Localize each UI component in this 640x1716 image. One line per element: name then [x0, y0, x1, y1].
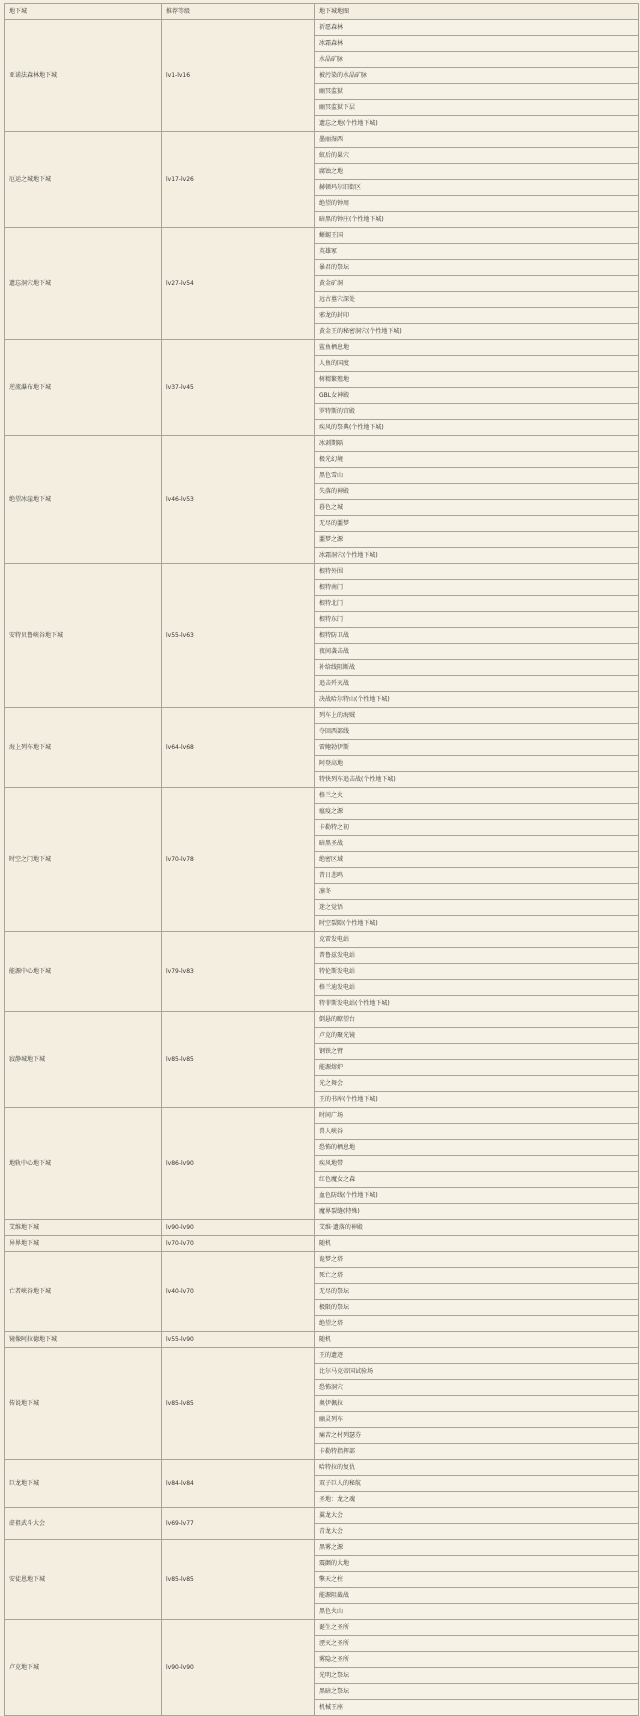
dungeon-map-cell: 暗黑圣战: [315, 836, 639, 852]
table-row: [5, 132, 639, 148]
dungeon-map-cell: 赫顿玛尔旧街区: [315, 180, 639, 196]
dungeon-map-cell: 能源阻截战: [315, 1588, 639, 1604]
table-row: [5, 1220, 639, 1236]
level-range-cell: lv70-lv78: [162, 788, 315, 932]
dungeon-map-cell: 黑暗之祭坛: [315, 1684, 639, 1700]
dungeon-map-cell: 黑雾之源: [315, 1540, 639, 1556]
dungeon-map-cell: 普鲁兹发电站: [315, 948, 639, 964]
level-range-cell: lv85-lv85: [162, 1012, 315, 1108]
dungeon-area-cell: 寂静城地下城: [5, 1012, 162, 1108]
level-range-cell: lv85-lv85: [162, 1348, 315, 1460]
dungeon-map-cell: 冰霜洞穴(个性地下城): [315, 548, 639, 564]
dungeon-area-cell: 虚祖武斗大会: [5, 1508, 162, 1540]
dungeon-map-cell: 特快列车追击战(个性地下城): [315, 772, 639, 788]
dungeon-map-cell: 随机: [315, 1236, 639, 1252]
dungeon-map-cell: 魔界裂缝(特殊): [315, 1204, 639, 1220]
table-row: [5, 1620, 639, 1636]
dungeon-map-cell: 双子巨人的秘航: [315, 1476, 639, 1492]
dungeon-area-cell: 镜像阿拉德地下城: [5, 1332, 162, 1348]
dungeon-map-cell: 蜥蜴王国: [315, 228, 639, 244]
dungeon-map-cell: 无尽的祭坛: [315, 1284, 639, 1300]
dungeon-area-cell: 亚诺法森林地下城: [5, 20, 162, 132]
dungeon-map-cell: 根特防卫战: [315, 628, 639, 644]
dungeon-map-cell: 雾隐之圣所: [315, 1652, 639, 1668]
header-dungeon: 地下城: [5, 4, 162, 20]
dungeon-map-cell: 卡勒特指挥部: [315, 1444, 639, 1460]
dungeon-map-cell: 罗特斯的宫殿: [315, 404, 639, 420]
dungeon-map-cell: 奥伊佩拉: [315, 1396, 639, 1412]
level-range-cell: lv69-lv77: [162, 1508, 315, 1540]
dungeon-map-cell: 克雷发电站: [315, 932, 639, 948]
dungeon-map-cell: 被污染的水晶矿脉: [315, 68, 639, 84]
dungeon-map-cell: 阿登高地: [315, 756, 639, 772]
dungeon-map-cell: 机械王座: [315, 1700, 639, 1716]
dungeon-map-cell: 极限的祭坛: [315, 1300, 639, 1316]
dungeon-area-cell: 海上列车地下城: [5, 708, 162, 788]
dungeon-map-cell: 鲨鱼栖息地: [315, 340, 639, 356]
dungeon-map-cell: 卢克的聚光镜: [315, 1028, 639, 1044]
level-range-cell: lv86-lv90: [162, 1108, 315, 1220]
dungeon-map-cell: 血色防线(个性地下城): [315, 1188, 639, 1204]
dungeon-map-cell: 补给线阻断战: [315, 660, 639, 676]
dungeon-map-cell: 疾风的祭典(个性地下城): [315, 420, 639, 436]
dungeon-map-cell: 幽灵列车: [315, 1412, 639, 1428]
level-range-cell: lv55-lv63: [162, 564, 315, 708]
dungeon-area-cell: 地轨中心地下城: [5, 1108, 162, 1220]
table-row: [5, 1348, 639, 1364]
level-range-cell: lv1-lv16: [162, 20, 315, 132]
dungeon-map-cell: 恐怖洞穴: [315, 1380, 639, 1396]
table-row: [5, 1460, 639, 1476]
dungeon-area-cell: 安特贝鲁峡谷地下城: [5, 564, 162, 708]
dungeon-map-cell: 哈特拉的复仇: [315, 1460, 639, 1476]
dungeon-map-cell: 蚁后的巢穴: [315, 148, 639, 164]
level-range-cell: lv90-lv90: [162, 1220, 315, 1236]
dungeon-map-cell: 青龙大会: [315, 1524, 639, 1540]
dungeon-area-cell: 遗忘洞穴地下城: [5, 228, 162, 340]
dungeon-map-cell: 震颤的大地: [315, 1556, 639, 1572]
dungeon-map-cell: 遗忘之地(个性地下城): [315, 116, 639, 132]
level-range-cell: lv27-lv54: [162, 228, 315, 340]
dungeon-map-cell: 特伦斯发电站: [315, 964, 639, 980]
dungeon-map-cell: 黄金矿洞: [315, 276, 639, 292]
table-row: [5, 1012, 639, 1028]
level-range-cell: lv17-lv26: [162, 132, 315, 228]
dungeon-map-cell: 幽冥监狱下层: [315, 100, 639, 116]
dungeon-area-cell: 卢克地下城: [5, 1620, 162, 1716]
dungeon-map-cell: 特菲斯发电站(个性地下城): [315, 996, 639, 1012]
dungeon-map-cell: 时空裂隙(个性地下城): [315, 916, 639, 932]
dungeon-map-cell: 时间广场: [315, 1108, 639, 1124]
level-range-cell: lv84-lv84: [162, 1460, 315, 1508]
header-dungeon-maps: 地下城地图: [315, 4, 639, 20]
level-range-cell: lv85-lv85: [162, 1540, 315, 1620]
dungeon-area-cell: 异界地下城: [5, 1236, 162, 1252]
table-row: [5, 564, 639, 580]
dungeon-area-cell: 传说地下城: [5, 1348, 162, 1460]
dungeon-map-cell: 墨丽湿西: [315, 132, 639, 148]
dungeon-map-cell: 决战哈尔特山(个性地下城): [315, 692, 639, 708]
dungeon-map-cell: 噩梦之源: [315, 532, 639, 548]
dungeon-map-cell: 钢铁之臂: [315, 1044, 639, 1060]
dungeon-map-cell: 诡梦之塔: [315, 1252, 639, 1268]
dungeon-map-cell: 擎天之柱: [315, 1572, 639, 1588]
table-row: [5, 1252, 639, 1268]
dungeon-map-cell: 能源熔炉: [315, 1060, 639, 1076]
dungeon-area-cell: 安徒恩地下城: [5, 1540, 162, 1620]
dungeon-map-cell: 绝望之塔: [315, 1316, 639, 1332]
dungeon-map-cell: 比尔马克帝国试验场: [315, 1364, 639, 1380]
dungeon-map-cell: 腐蚀之地: [315, 164, 639, 180]
dungeon-map-cell: 翼龙大会: [315, 1508, 639, 1524]
dungeon-map-cell: 雷鲍勃伊斯: [315, 740, 639, 756]
dungeon-map-cell: 列车上的海贼: [315, 708, 639, 724]
table-row: [5, 1108, 639, 1124]
dungeon-map-cell: 王的遗迹: [315, 1348, 639, 1364]
dungeon-map-cell: 追击歼灭战: [315, 676, 639, 692]
table-body: [5, 20, 639, 1716]
dungeon-map-cell: 暴君的祭坛: [315, 260, 639, 276]
dungeon-area-cell: 绝望冰崖地下城: [5, 436, 162, 564]
dungeon-map-cell: 格兰迪发电站: [315, 980, 639, 996]
dungeon-map-cell: 暮色之城: [315, 500, 639, 516]
dungeon-map-cell: 暗黑的钟庄(个性地下城): [315, 212, 639, 228]
dungeon-map-cell: 邪龙的封印: [315, 308, 639, 324]
dungeon-map-cell: 恐怖的栖息地: [315, 1140, 639, 1156]
dungeon-map-cell: 倒悬的瞭望台: [315, 1012, 639, 1028]
level-range-cell: lv90-lv90: [162, 1620, 315, 1716]
dungeon-map-cell: 祈愿森林: [315, 20, 639, 36]
table-row: [5, 788, 639, 804]
table-row: [5, 436, 639, 452]
dungeon-map-cell: 冰剥期隔: [315, 436, 639, 452]
table-header: [5, 4, 639, 20]
dungeon-map-cell: 格兰之火: [315, 788, 639, 804]
level-range-cell: lv55-lv90: [162, 1332, 315, 1348]
dungeon-map-cell: 无尽的噩梦: [315, 516, 639, 532]
dungeon-map-cell: 绝密区域: [315, 852, 639, 868]
dungeon-map-cell: 红色魔女之森: [315, 1172, 639, 1188]
dungeon-map-cell: 光之舞会: [315, 1076, 639, 1092]
dungeon-map-cell: 极光幻境: [315, 452, 639, 468]
table-row: [5, 708, 639, 724]
table-row: [5, 1540, 639, 1556]
dungeon-map-cell: 湮灭之圣所: [315, 1636, 639, 1652]
level-range-cell: lv46-lv53: [162, 436, 315, 564]
dungeon-map-cell: 诞生之圣所: [315, 1620, 639, 1636]
header-row: [5, 4, 639, 20]
level-range-cell: lv70-lv70: [162, 1236, 315, 1252]
dungeon-area-cell: 厄运之城地下城: [5, 132, 162, 228]
dungeon-map-cell: 兽人峡谷: [315, 1124, 639, 1140]
dungeon-map-cell: 根特南门: [315, 580, 639, 596]
dungeon-map-cell: 黑色雪山: [315, 468, 639, 484]
dungeon-map-cell: 卡勒特之初: [315, 820, 639, 836]
dungeon-map-cell: 痛苦之村列瑟芬: [315, 1428, 639, 1444]
dungeon-map-cell: 黄金王的秘密洞穴(个性地下城): [315, 324, 639, 340]
header-recommended-level: 推荐等级: [162, 4, 315, 20]
dungeon-map-cell: 冰霜森林: [315, 36, 639, 52]
dungeon-map-cell: 树精繁殖地: [315, 372, 639, 388]
dungeon-map-cell: 人鱼的国度: [315, 356, 639, 372]
dungeon-map-cell: 昔日悲鸣: [315, 868, 639, 884]
table-row: [5, 1236, 639, 1252]
dungeon-map-cell: 瘟疫之源: [315, 804, 639, 820]
dungeon-map-cell: GBL女神殿: [315, 388, 639, 404]
dungeon-map-cell: 黑色火山: [315, 1604, 639, 1620]
dungeon-map-cell: 艾维·遗落的神殿: [315, 1220, 639, 1236]
dungeon-map-cell: 根特北门: [315, 596, 639, 612]
dungeon-map-cell: 幽冥监狱: [315, 84, 639, 100]
level-range-cell: lv37-lv45: [162, 340, 315, 436]
dungeon-map-cell: 光明之祭坛: [315, 1668, 639, 1684]
dungeon-area-cell: 艾维地下城: [5, 1220, 162, 1236]
table-row: [5, 1332, 639, 1348]
dungeon-map-cell: 死亡之塔: [315, 1268, 639, 1284]
level-range-cell: lv79-lv83: [162, 932, 315, 1012]
dungeon-map-cell: 随机: [315, 1332, 639, 1348]
dungeon-map-cell: 根特外围: [315, 564, 639, 580]
dungeon-table: [4, 3, 639, 1716]
dungeon-area-cell: 能源中心地下城: [5, 932, 162, 1012]
table-row: [5, 20, 639, 36]
dungeon-area-cell: 巨龙地下城: [5, 1460, 162, 1508]
dungeon-map-cell: 夜间袭击战: [315, 644, 639, 660]
dungeon-area-cell: 亡者峡谷地下城: [5, 1252, 162, 1332]
dungeon-map-cell: 圣地：龙之魂: [315, 1492, 639, 1508]
dungeon-map-cell: 根特东门: [315, 612, 639, 628]
table-row: [5, 1508, 639, 1524]
dungeon-map-cell: 王的书库(个性地下城): [315, 1092, 639, 1108]
dungeon-map-cell: 迷之觉悟: [315, 900, 639, 916]
dungeon-map-cell: 失落的神殿: [315, 484, 639, 500]
table-row: [5, 340, 639, 356]
table-row: [5, 932, 639, 948]
dungeon-map-cell: 夺回西部线: [315, 724, 639, 740]
table-row: [5, 228, 639, 244]
dungeon-map-cell: 疾风地带: [315, 1156, 639, 1172]
dungeon-map-cell: 远古墓穴深处: [315, 292, 639, 308]
level-range-cell: lv64-lv68: [162, 708, 315, 788]
dungeon-area-cell: 逆流瀑布地下城: [5, 340, 162, 436]
dungeon-map-cell: 凛冬: [315, 884, 639, 900]
dungeon-map-cell: 水晶矿脉: [315, 52, 639, 68]
dungeon-area-cell: 时空之门地下城: [5, 788, 162, 932]
dungeon-map-cell: 绝望的钟周: [315, 196, 639, 212]
level-range-cell: lv40-lv70: [162, 1252, 315, 1332]
dungeon-map-cell: 英雄冢: [315, 244, 639, 260]
